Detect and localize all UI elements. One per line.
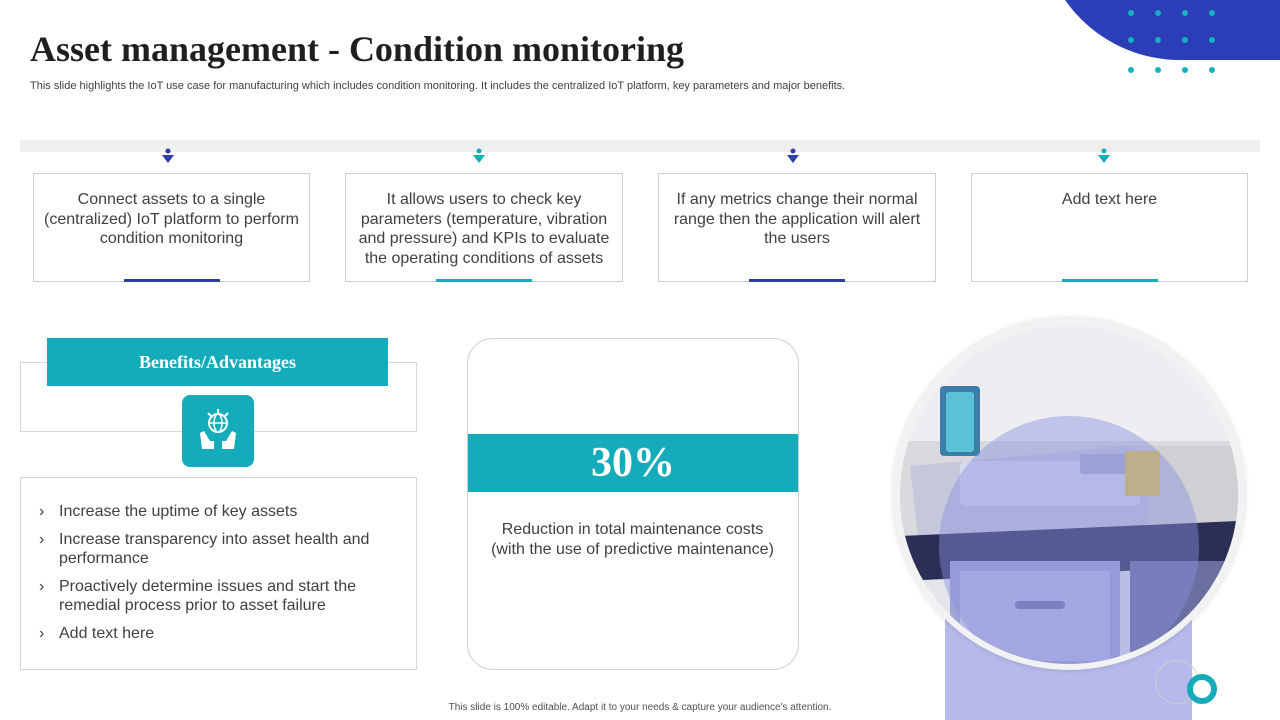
benefits-list: [37, 502, 396, 643]
step-2-marker-icon: [472, 147, 486, 165]
chevron-right-icon: ›: [39, 530, 45, 548]
hands-globe-icon: [182, 395, 254, 467]
teal-ring-decoration: [1187, 674, 1217, 704]
step-box-4: [971, 173, 1248, 282]
page-title: Asset management - Condition monitoring: [30, 29, 684, 69]
step-box-1: [33, 173, 310, 282]
step-box-3: [658, 173, 936, 282]
chevron-right-icon: ›: [39, 624, 45, 642]
step-box-2: [345, 173, 623, 282]
step-3-accent-bar: [749, 279, 845, 282]
list-item: › Add text here: [39, 624, 155, 642]
list-item: › Proactively determine issues and start the remedial process prior to asset failure: [39, 577, 357, 614]
lab-equipment-photo: [900, 326, 1238, 664]
step-3-text: If any metrics change their normal range then the application will alert the users: [673, 191, 921, 247]
list-item: › Increase transparency into asset health and performance: [39, 530, 370, 567]
step-3-marker-icon: [786, 147, 800, 165]
page-subtitle: This slide highlights the IoT use case for manufacturing which includes condition monitoring. It includes the centralized IoT platform, key parameters and major benefits.: [30, 80, 846, 92]
list-item: › Increase the uptime of key assets: [39, 503, 298, 520]
step-1-accent-bar: [124, 279, 220, 282]
step-4-text: Add text here: [1061, 191, 1158, 208]
chevron-right-icon: ›: [39, 503, 45, 520]
step-1-marker-icon: [161, 147, 175, 165]
step-4-marker-icon: [1097, 147, 1111, 165]
corner-blob-decoration: [1040, 0, 1280, 60]
steps-band: [20, 140, 1260, 152]
chevron-right-icon: ›: [39, 577, 45, 595]
step-1-text: Connect assets to a single (centralized) IoT platform to perform condition monitoring: [44, 191, 299, 247]
step-4-accent-bar: [1062, 279, 1158, 282]
stat-description: Reduction in total maintenance costs (with the use of predictive maintenance): [491, 521, 774, 558]
step-2-text: It allows users to check key parameters (temperature, vibration and pressure) and KPIs to evaluate the operating conditions of assets: [358, 191, 610, 267]
step-2-accent-bar: [436, 279, 532, 282]
footer-note: This slide is 100% editable. Adapt it to your needs & capture your audience's attention.: [448, 702, 832, 713]
stat-card: [467, 338, 799, 670]
benefits-header: Benefits/Advantages: [47, 338, 388, 386]
stat-value: 30%: [468, 434, 798, 492]
benefits-list-box: [20, 477, 417, 670]
